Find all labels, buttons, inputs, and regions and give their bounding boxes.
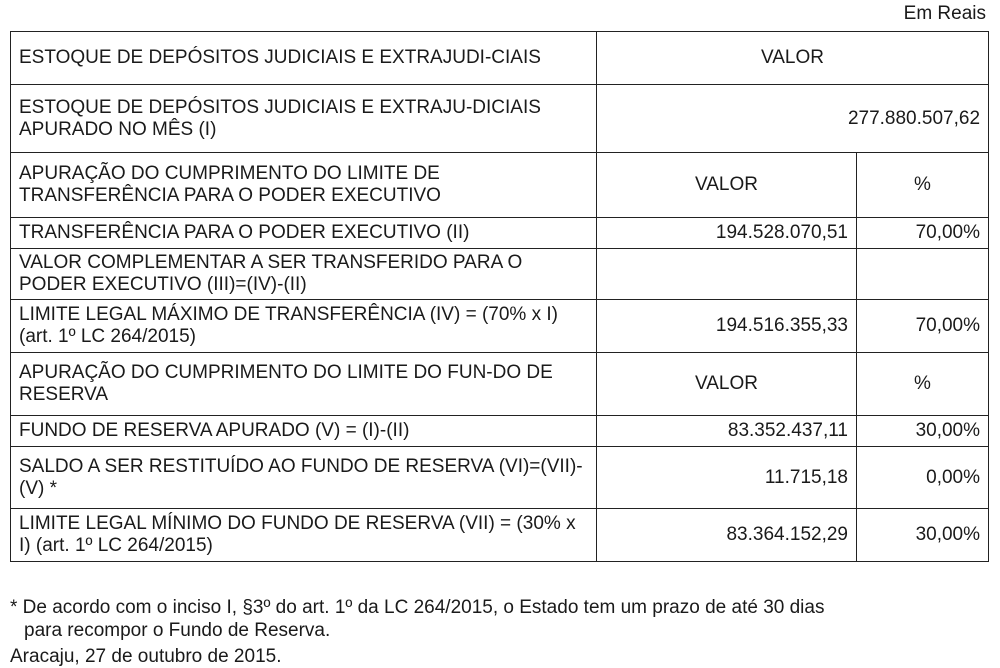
max-limit-row: [11, 300, 989, 353]
balance-value: 11.715,18: [597, 447, 857, 509]
section2-pct-header: %: [857, 353, 989, 416]
transfer-value: 194.528.070,51: [597, 218, 857, 249]
footnote: [10, 596, 990, 642]
header-value: VALOR: [597, 32, 989, 85]
max-limit-label: LIMITE LEGAL MÁXIMO DE TRANSFERÊNCIA (IV) = (70% x I) (art. 1º LC 264/2015): [11, 300, 597, 353]
section-header-reserve-fund: [11, 353, 989, 416]
reserve-fund-pct: 30,00%: [857, 416, 989, 447]
section1-value-header: VALOR: [597, 153, 857, 218]
transfer-row: [11, 218, 989, 249]
complement-label: VALOR COMPLEMENTAR A SER TRANSFERIDO PARA O PODER EXECUTIVO (III)=(IV)-(II): [11, 249, 597, 300]
stock-row: [11, 85, 989, 153]
currency-unit-label: Em Reais: [903, 3, 986, 24]
balance-row: [11, 447, 989, 509]
reserve-fund-row: [11, 416, 989, 447]
reserve-fund-value: 83.352.437,11: [597, 416, 857, 447]
deposit-stock-table: [10, 31, 989, 562]
section1-label: APURAÇÃO DO CUMPRIMENTO DO LIMITE DE TRANSFERÊNCIA PARA O PODER EXECUTIVO: [11, 153, 597, 218]
min-limit-pct: 30,00%: [857, 509, 989, 562]
footnote-line-2: para recompor o Fundo de Reserva.: [24, 620, 331, 641]
complement-row: [11, 249, 989, 300]
max-limit-pct: 70,00%: [857, 300, 989, 353]
complement-value: [597, 249, 857, 300]
stock-label: ESTOQUE DE DEPÓSITOS JUDICIAIS E EXTRAJU-DICIAIS APURADO NO MÊS (I): [11, 85, 597, 153]
section-header-transfer-limit: [11, 153, 989, 218]
min-limit-value: 83.364.152,29: [597, 509, 857, 562]
balance-label: SALDO A SER RESTITUÍDO AO FUNDO DE RESERVA (VI)=(VII)-(V) *: [11, 447, 597, 509]
section2-value-header: VALOR: [597, 353, 857, 416]
header-label: ESTOQUE DE DEPÓSITOS JUDICIAIS E EXTRAJUDI-CIAIS: [11, 32, 597, 85]
section1-pct-header: %: [857, 153, 989, 218]
table-header-row: [11, 32, 989, 85]
stock-value: 277.880.507,62: [597, 85, 989, 153]
complement-pct: [857, 249, 989, 300]
min-limit-row: [11, 509, 989, 562]
balance-pct: 0,00%: [857, 447, 989, 509]
min-limit-label: LIMITE LEGAL MÍNIMO DO FUNDO DE RESERVA (VII) = (30% x I) (art. 1º LC 264/2015): [11, 509, 597, 562]
transfer-pct: 70,00%: [857, 218, 989, 249]
footnote-line-1: * De acordo com o inciso I, §3º do art. 1º da LC 264/2015, o Estado tem um prazo de até 30 dias: [10, 597, 825, 618]
place-date-signoff: Aracaju, 27 de outubro de 2015.: [10, 646, 282, 667]
reserve-fund-label: FUNDO DE RESERVA APURADO (V) = (I)-(II): [11, 416, 597, 447]
section2-label: APURAÇÃO DO CUMPRIMENTO DO LIMITE DO FUN-DO DE RESERVA: [11, 353, 597, 416]
transfer-label: TRANSFERÊNCIA PARA O PODER EXECUTIVO (II): [11, 218, 597, 249]
max-limit-value: 194.516.355,33: [597, 300, 857, 353]
